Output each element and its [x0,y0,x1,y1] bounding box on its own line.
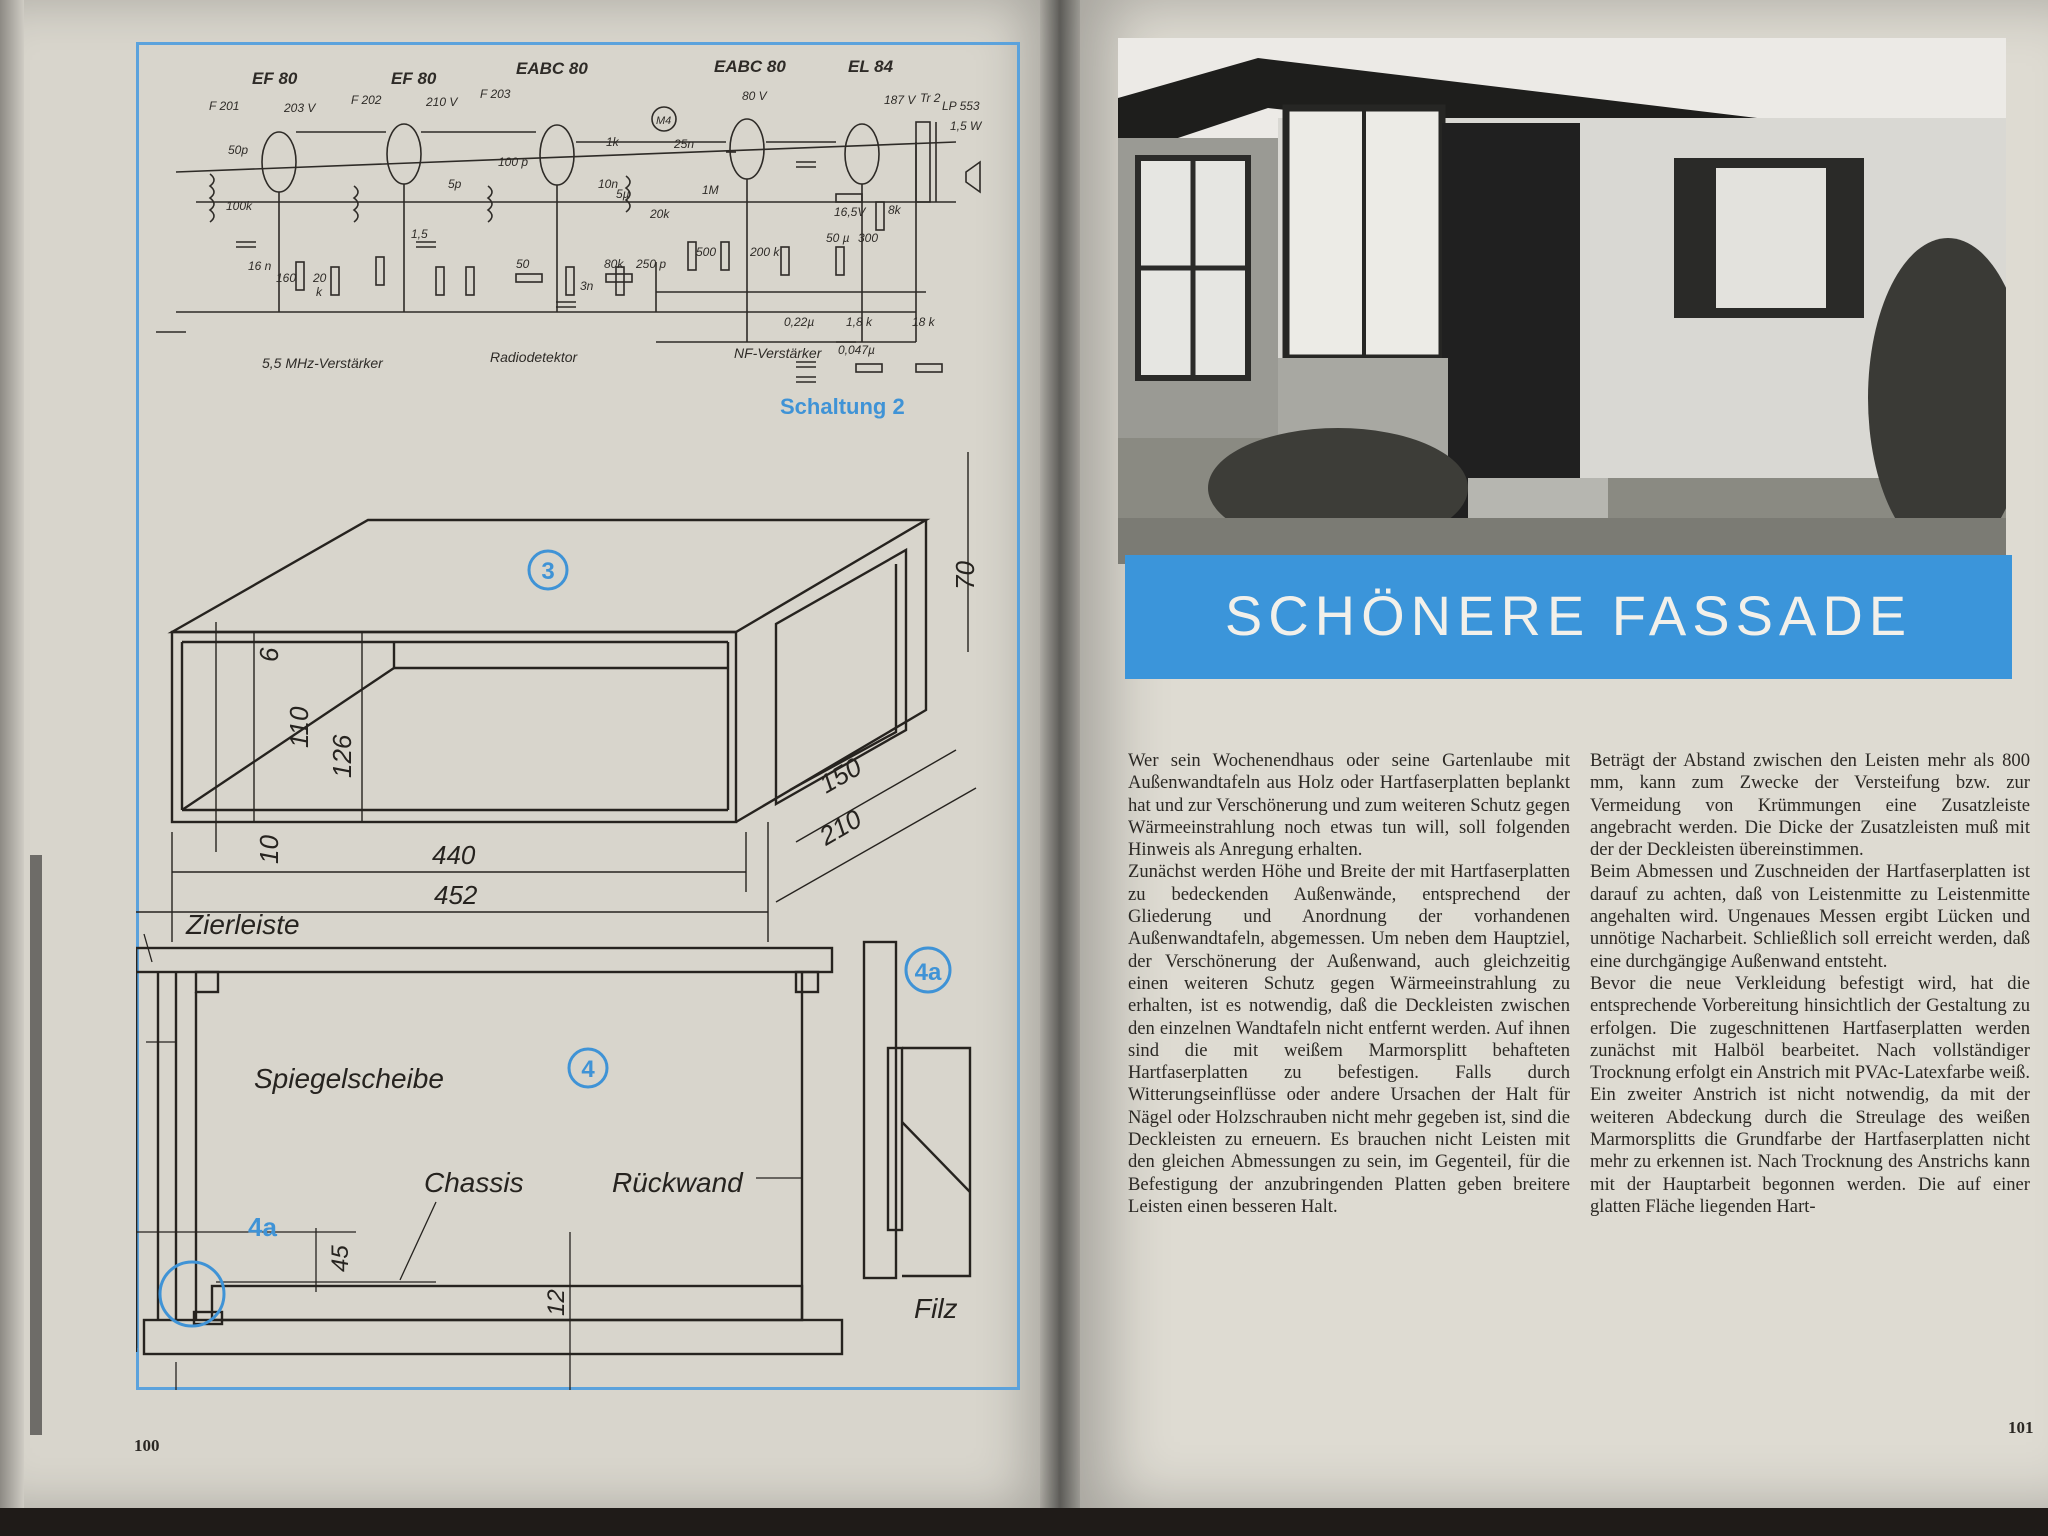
dimension-label: 12 [543,1289,570,1316]
dimension-label: 45 [327,1245,354,1272]
component-label: F 202 [351,93,382,107]
paragraph: Beträgt der Abstand zwischen den Leisten mehr als 800 mm, kann zum Zwecke der Versteifung bzw. zur Vermeidung von Krümmungen eine Zusatzleiste angebracht werden. Die Dicke der Zusatzleisten muß mit der der Deckleisten übereinstimmen. [1590,750,2030,861]
circuit-schematic [156,107,980,382]
component-label: 50 [516,257,530,271]
dimension-label: 210 [814,803,867,852]
label-chassis: Chassis [424,1167,524,1198]
dimension-label: 126 [327,734,357,778]
section-label: NF-Verstärker [734,345,822,361]
tube-label: EL 84 [848,57,894,76]
figure-marker: 3 [541,558,555,585]
component-label: 187 V [884,93,916,107]
component-label: 200 k [750,245,780,259]
component-label: 5p [448,177,462,191]
article-column-1 [1128,750,1570,1218]
paragraph: Beim Abmessen und Zuschneiden der Hartfaserplatten ist darauf zu achten, daß von Leistenmitte zu Leistenmitte angehalten wird. Ungenaues Messen ergibt Lücken und unnötige Nacharbeit. Schließlich soll erreicht werden, daß eine durchgängige Außenwand entsteht. [1590,861,2030,972]
tube-label: EABC 80 [516,59,588,78]
section-label: Radiodetektor [490,349,578,365]
component-label: 0,047µ [838,343,875,357]
dimension-label: 6 [254,647,284,662]
component-label: 100k [226,199,253,213]
page-edge [0,0,24,1508]
book-spine [1040,0,1080,1508]
tube-label: EABC 80 [714,57,786,76]
component-label: 1,5 W [950,119,982,133]
detail-marker-small: 4a [248,1212,277,1242]
page-number-right: 101 [2008,1418,2034,1437]
tube-label: EF 80 [252,69,298,88]
component-label: M4 [656,115,672,127]
dimension-label: 452 [434,880,478,910]
table-surface [0,1508,2048,1536]
tube-label: EF 80 [391,69,437,88]
component-label: k [316,285,322,299]
article-title: SCHÖNERE FASSADE [1224,584,1913,647]
component-label: 300 [858,231,879,245]
dimension-label: 150 [814,751,867,800]
schematic-caption: Schaltung 2 [780,394,905,419]
title-banner [1125,555,2012,679]
component-label: 0,22µ [784,315,815,329]
component-label: 160 [276,271,297,285]
component-label: 20k [650,207,670,221]
component-label: Tr 2 [920,91,941,105]
paragraph: Zunächst werden Höhe und Breite der mit Hartfaserplatten zu bedeckenden Außenwände, entsprechend der Gliederung und Anordnung der vorhandenen Außenwandtafeln, abgemessen. Um neben dem Hauptziel, der Verschönerung der Außenwand, auch gleichzeitig einen weiteren Schutz gegen Wärmeeinstrahlung zu erhalten, ist es notwendig, daß die Deckleisten zwischen den einzelnen Wandtafeln nicht entfernt werden. Auf ihnen sind die mit weißem Marmorsplitt behafteten Hartfaserplatten zu befestigen. Falls durch Witterungseinflüsse oder andere Ursachen der Halt für Nägel oder Holzschrauben nicht mehr gegeben ist, sind die Deckleisten zu erneuern. Es brauchen nicht Leisten mit den gleichen Abmessungen zu sein, im Gegenteil, für die Befestigung der anzubringenden Platten geben breitere Leisten einen besseren Halt. [1128,861,1570,1217]
component-label: 10n [598,177,619,191]
cabinet-dimension-lines [136,452,976,942]
label-rueckwand: Rückwand [612,1167,743,1198]
dimension-label: 440 [432,840,476,870]
component-label: 500 [696,245,717,259]
section-label: 5,5 MHz-Verstärker [262,355,383,371]
technical-drawings [136,42,1020,1390]
component-label: 50p [228,143,249,157]
component-label: 210 V [426,95,458,109]
component-label: 80k [604,257,624,271]
component-label: 100 p [498,155,529,169]
component-label: 18 k [912,315,935,329]
label-spiegelscheibe: Spiegelscheibe [254,1063,444,1094]
page-number-left: 100 [134,1436,160,1455]
component-label: 5µ [616,187,630,201]
cabinet-dimensions [254,561,980,910]
dimension-label: 110 [284,706,314,748]
component-label: 16 n [248,259,272,273]
component-label: 250 p [636,257,667,271]
house-photo [1118,38,2006,564]
detail-circle [160,1262,224,1326]
component-label: 16,5V [834,205,866,219]
detail-marker: 4a [914,959,942,986]
component-label: 1M [702,183,719,197]
schematic-labels [209,57,983,371]
component-label: LP 553 [942,99,980,113]
cross-section-dimension-lines [136,934,802,1390]
component-label: F 203 [480,87,511,101]
component-label: 20 [313,271,327,285]
figure-marker: 4 [581,1056,595,1083]
dimension-label: 70 [950,561,980,590]
component-label: 80 V [742,89,767,103]
component-label: 3n [580,279,594,293]
label-zierleiste: Zierleiste [186,909,300,940]
component-label: 203 V [284,101,316,115]
component-label: 1,8 k [846,315,873,329]
page-edge-mark [30,855,42,1435]
component-label: 1,5 [411,227,428,241]
component-label: 1k [606,135,619,149]
component-label: 50 µ [826,231,850,245]
component-label: 8k [888,203,901,217]
dimension-label: 10 [254,835,284,864]
label-filz: Filz [914,1293,958,1324]
paragraph: Wer sein Wochenendhaus oder seine Gartenlaube mit Außenwandtafeln aus Holz oder Hartfaserplatten beplankt hat und zur Verschönerung und zum weiteren Schutz gegen Wärmeeinstrahlung noch etwas tun will, soll folgenden Hinweis als Anregung erhalten. [1128,750,1570,861]
article-column-2 [1590,750,2030,1218]
paragraph: Bevor die neue Verkleidung befestigt wird, hat die entsprechende Vorbereitung hinsichtlich der Gestaltung zu erfolgen. Die zugeschnittenen Hartfaserplatten werden zunächst mit Halböl bearbeitet. Nach vollständiger Trocknung erfolgt ein Anstrich mit PVAc-Latexfarbe weiß. Ein zweiter Anstrich ist nicht notwendig, da mit der weiteren Abdeckung durch die Streulage des weißen Marmorsplitts die Grundfarbe der Hartfaserplatten nicht mehr zu erkennen ist. Nach Trocknung des Anstrichs kann mit der Hauptarbeit begonnen werden. Die auf einer glatten Fläche liegenden Hart- [1590,972,2030,1217]
component-label: F 201 [209,99,240,113]
component-label: 25n [674,137,695,151]
